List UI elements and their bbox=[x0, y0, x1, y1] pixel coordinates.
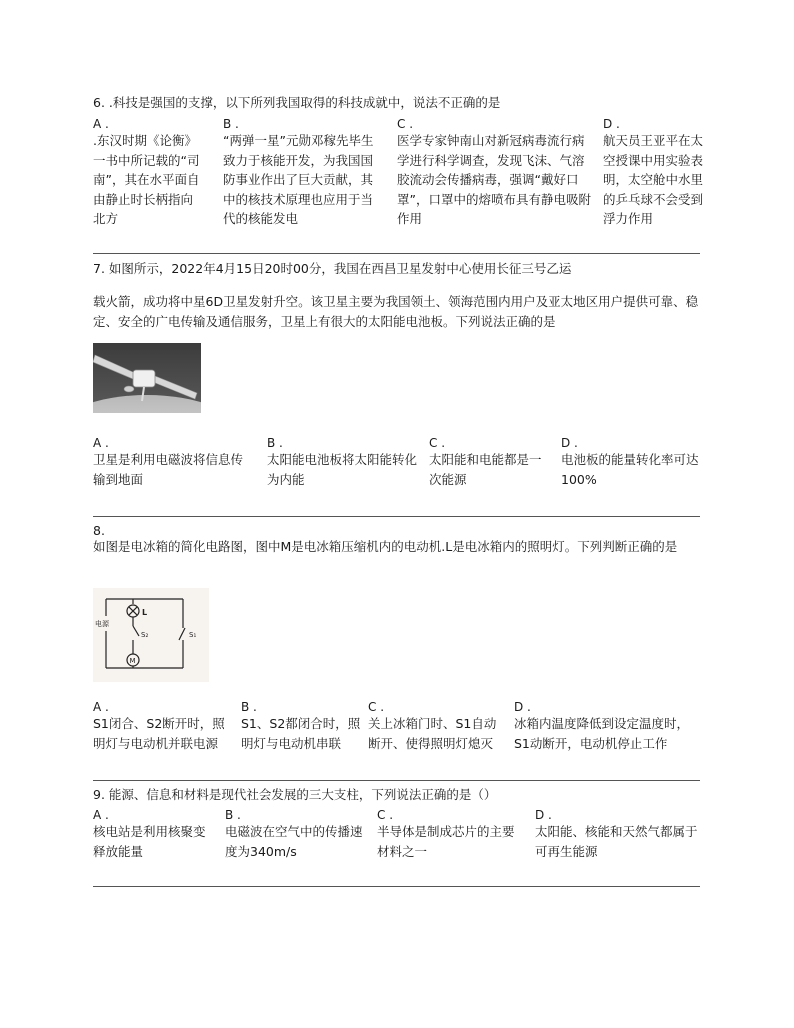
option-text: “两弹一星”元勋邓稼先毕生致力于核能开发，为我国国防事业作出了巨大贡献，其中的核技术原理也应用于当代的核能发电 bbox=[223, 133, 374, 226]
divider bbox=[93, 516, 700, 517]
label-source: 电源 bbox=[95, 620, 109, 628]
q7-options bbox=[93, 436, 699, 489]
option-label: B . bbox=[225, 808, 241, 822]
divider bbox=[93, 253, 700, 254]
q8-options bbox=[93, 700, 700, 753]
option-text: 电磁波在空气中的传播速度为340m/s bbox=[225, 824, 363, 859]
option-label: D . bbox=[514, 700, 531, 714]
q8-option-a[interactable] bbox=[93, 700, 233, 753]
option-label: A . bbox=[93, 700, 109, 714]
option-text: 半导体是制成芯片的主要材料之一 bbox=[377, 824, 515, 859]
q7-stem-line1: 7. 如图所示，2022年4月15日20时00分，我国在西昌卫星发射中心使用长征三号乙运 bbox=[93, 261, 572, 276]
q9-options bbox=[93, 808, 700, 861]
q8-option-c[interactable] bbox=[368, 700, 508, 753]
option-text: 电池板的能量转化率可达100% bbox=[561, 452, 699, 487]
q7-option-c[interactable] bbox=[429, 436, 553, 489]
option-text: 太阳能、核能和天然气都属于可再生能源 bbox=[535, 824, 698, 859]
q8-stem: 如图是电冰箱的简化电路图，图中M是电冰箱压缩机内的电动机.L是电冰箱内的照明灯。下列判断正确的是 bbox=[93, 539, 678, 554]
label-s1: S₁ bbox=[189, 631, 197, 639]
option-label: B . bbox=[267, 436, 283, 450]
option-label: D . bbox=[535, 808, 552, 822]
q6-option-b[interactable] bbox=[223, 117, 385, 229]
option-label: A . bbox=[93, 808, 109, 822]
option-text: 太阳能电池板将太阳能转化为内能 bbox=[267, 452, 418, 487]
divider bbox=[93, 780, 700, 781]
q6-options bbox=[93, 117, 715, 229]
label-motor: M bbox=[129, 657, 136, 665]
q7-stem-line2: 载火箭，成功将中星6D卫星发射升空。该卫星主要为我国领土、领海范围内用户及亚太地区用户提供可靠、稳定、安全的广电传输及通信服务，卫星上有很大的太阳能电池板。下列说法正确的是 bbox=[93, 294, 699, 329]
option-text: 关上冰箱门时、S1自动断开、使得照明灯熄灭 bbox=[368, 716, 497, 751]
fridge-circuit-diagram bbox=[93, 588, 209, 682]
q8-number: 8. bbox=[93, 523, 105, 538]
q8-option-b[interactable] bbox=[241, 700, 361, 753]
option-text: .东汉时期《论衡》一书中所记载的“司南”，其在水平面自由静止时长柄指向北方 bbox=[93, 133, 200, 226]
q6-stem: 6. .科技是强国的支撑，以下所列我国取得的科技成就中，说法不正确的是 bbox=[93, 95, 501, 110]
option-label: B . bbox=[223, 117, 239, 131]
option-text: 太阳能和电能都是一次能源 bbox=[429, 452, 542, 487]
label-s2: S₂ bbox=[141, 631, 149, 639]
q7-option-d[interactable] bbox=[561, 436, 699, 489]
option-text: 卫星是利用电磁波将信息传输到地面 bbox=[93, 452, 244, 487]
q9-option-a[interactable] bbox=[93, 808, 217, 861]
option-text: S1闭合、S2断开时，照明灯与电动机并联电源 bbox=[93, 716, 225, 751]
option-label: D . bbox=[603, 117, 620, 131]
q6-option-a[interactable] bbox=[93, 117, 205, 229]
divider bbox=[93, 886, 700, 887]
q8-option-d[interactable] bbox=[514, 700, 700, 753]
option-label: B . bbox=[241, 700, 257, 714]
q9-option-b[interactable] bbox=[225, 808, 365, 861]
q9-option-d[interactable] bbox=[535, 808, 700, 861]
option-text: 医学专家钟南山对新冠病毒流行病学进行科学调查，发现飞沫、气溶胶流动会传播病毒，强调“戴好口罩”，口罩中的熔喷布具有静电吸附作用 bbox=[397, 133, 591, 226]
q6-option-d[interactable] bbox=[603, 117, 715, 229]
label-lamp: L bbox=[142, 608, 148, 617]
option-label: C . bbox=[397, 117, 414, 131]
q9-option-c[interactable] bbox=[377, 808, 525, 861]
option-text: 核电站是利用核聚变释放能量 bbox=[93, 824, 206, 859]
option-text: 冰箱内温度降低到设定温度时，S1动断开，电动机停止工作 bbox=[514, 716, 690, 751]
option-label: D . bbox=[561, 436, 578, 450]
q7-option-b[interactable] bbox=[267, 436, 419, 489]
option-label: A . bbox=[93, 436, 109, 450]
q7-option-a[interactable] bbox=[93, 436, 255, 489]
q6-option-c[interactable] bbox=[397, 117, 591, 229]
option-text: 航天员王亚平在太空授课中用实验表明，太空舱中水里的乒乓球不会受到浮力作用 bbox=[603, 133, 704, 226]
option-label: A . bbox=[93, 117, 109, 131]
q9-stem: 9. 能源、信息和材料是现代社会发展的三大支柱，下列说法正确的是（） bbox=[93, 787, 497, 802]
option-text: S1、S2都闭合时，照明灯与电动机串联 bbox=[241, 716, 361, 751]
option-label: C . bbox=[429, 436, 446, 450]
option-label: C . bbox=[368, 700, 385, 714]
option-label: C . bbox=[377, 808, 394, 822]
satellite-photo bbox=[93, 343, 201, 413]
